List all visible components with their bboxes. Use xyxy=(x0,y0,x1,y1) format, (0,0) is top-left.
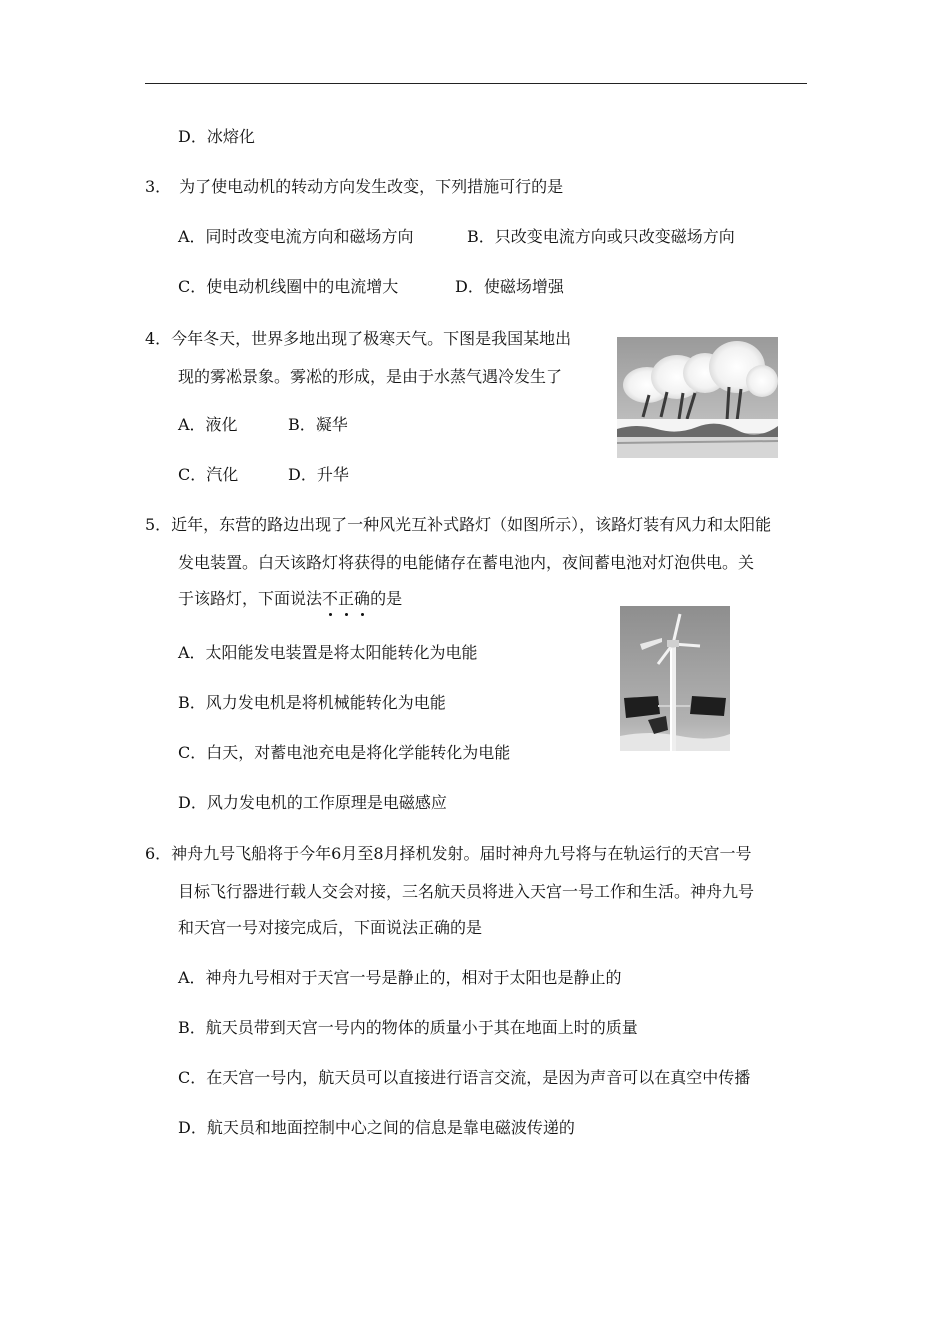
q6-option-a: A．神舟九号相对于天宫一号是静止的，相对于太阳也是静止的 xyxy=(178,968,622,987)
q3-option-b: B．只改变电流方向或只改变磁场方向 xyxy=(467,227,735,246)
wind-solar-streetlight-photo xyxy=(620,606,730,751)
q4-stem-line1: 4．今年冬天，世界多地出现了极寒天气。下图是我国某地出 xyxy=(145,329,572,348)
q4-option-a: A．液化 xyxy=(178,415,238,434)
q6-option-c: C．在天宫一号内，航天员可以直接进行语言交流，是因为声音可以在真空中传播 xyxy=(178,1068,751,1087)
q4-option-d: D．升华 xyxy=(288,465,349,484)
q5-stem-line2: 发电装置。白天该路灯将获得的电能储存在蓄电池内，夜间蓄电池对灯泡供电。关 xyxy=(178,553,755,572)
q6-stem-line2: 目标飞行器进行载人交会对接，三名航天员将进入天宫一号工作和生活。神舟九号 xyxy=(178,882,755,901)
header-rule xyxy=(145,83,807,84)
q5-option-a: A．太阳能发电装置是将太阳能转化为电能 xyxy=(178,643,478,662)
q3-option-d: D．使磁场增强 xyxy=(455,277,564,296)
q5-stem-prefix: 于该路灯，下面说法 xyxy=(178,589,323,608)
q5-stem-line3 xyxy=(178,588,402,610)
q4-option-b: B．凝华 xyxy=(288,415,348,434)
emphasis-char: 不 xyxy=(322,589,339,608)
q6-option-d: D．航天员和地面控制中心之间的信息是靠电磁波传递的 xyxy=(178,1118,575,1137)
q6-stem-line1: 6．神舟九号飞船将于今年6月至8月择机发射。届时神舟九号将与在轨运行的天宫一号 xyxy=(145,844,752,863)
rime-photo xyxy=(617,337,778,458)
q6-stem-line3: 和天宫一号对接完成后，下面说法正确的是 xyxy=(178,918,483,937)
q3-option-c: C．使电动机线圈中的电流增大 xyxy=(178,277,399,296)
emphasis-char: 确 xyxy=(354,589,371,608)
q5-stem-suffix: 的是 xyxy=(370,589,403,608)
emphasis-char: 正 xyxy=(338,589,355,608)
q5-option-b: B．风力发电机是将机械能转化为电能 xyxy=(178,693,446,712)
q6-option-b: B．航天员带到天宫一号内的物体的质量小于其在地面上时的质量 xyxy=(178,1018,638,1037)
q5-option-d: D．风力发电机的工作原理是电磁感应 xyxy=(178,793,447,812)
q3-stem: 3． 为了使电动机的转动方向发生改变，下列措施可行的是 xyxy=(145,177,564,196)
q4-option-c: C．汽化 xyxy=(178,465,239,484)
q5-stem-line1: 5．近年，东营的路边出现了一种风光互补式路灯（如图所示），该路灯装有风力和太阳能 xyxy=(145,515,772,534)
q5-option-c: C．白天，对蓄电池充电是将化学能转化为电能 xyxy=(178,743,511,762)
q2-option-d: D．冰熔化 xyxy=(178,127,255,146)
q3-option-a: A．同时改变电流方向和磁场方向 xyxy=(178,227,414,246)
q4-stem-line2: 现的雾凇景象。雾凇的形成，是由于水蒸气遇冷发生了 xyxy=(178,367,563,386)
